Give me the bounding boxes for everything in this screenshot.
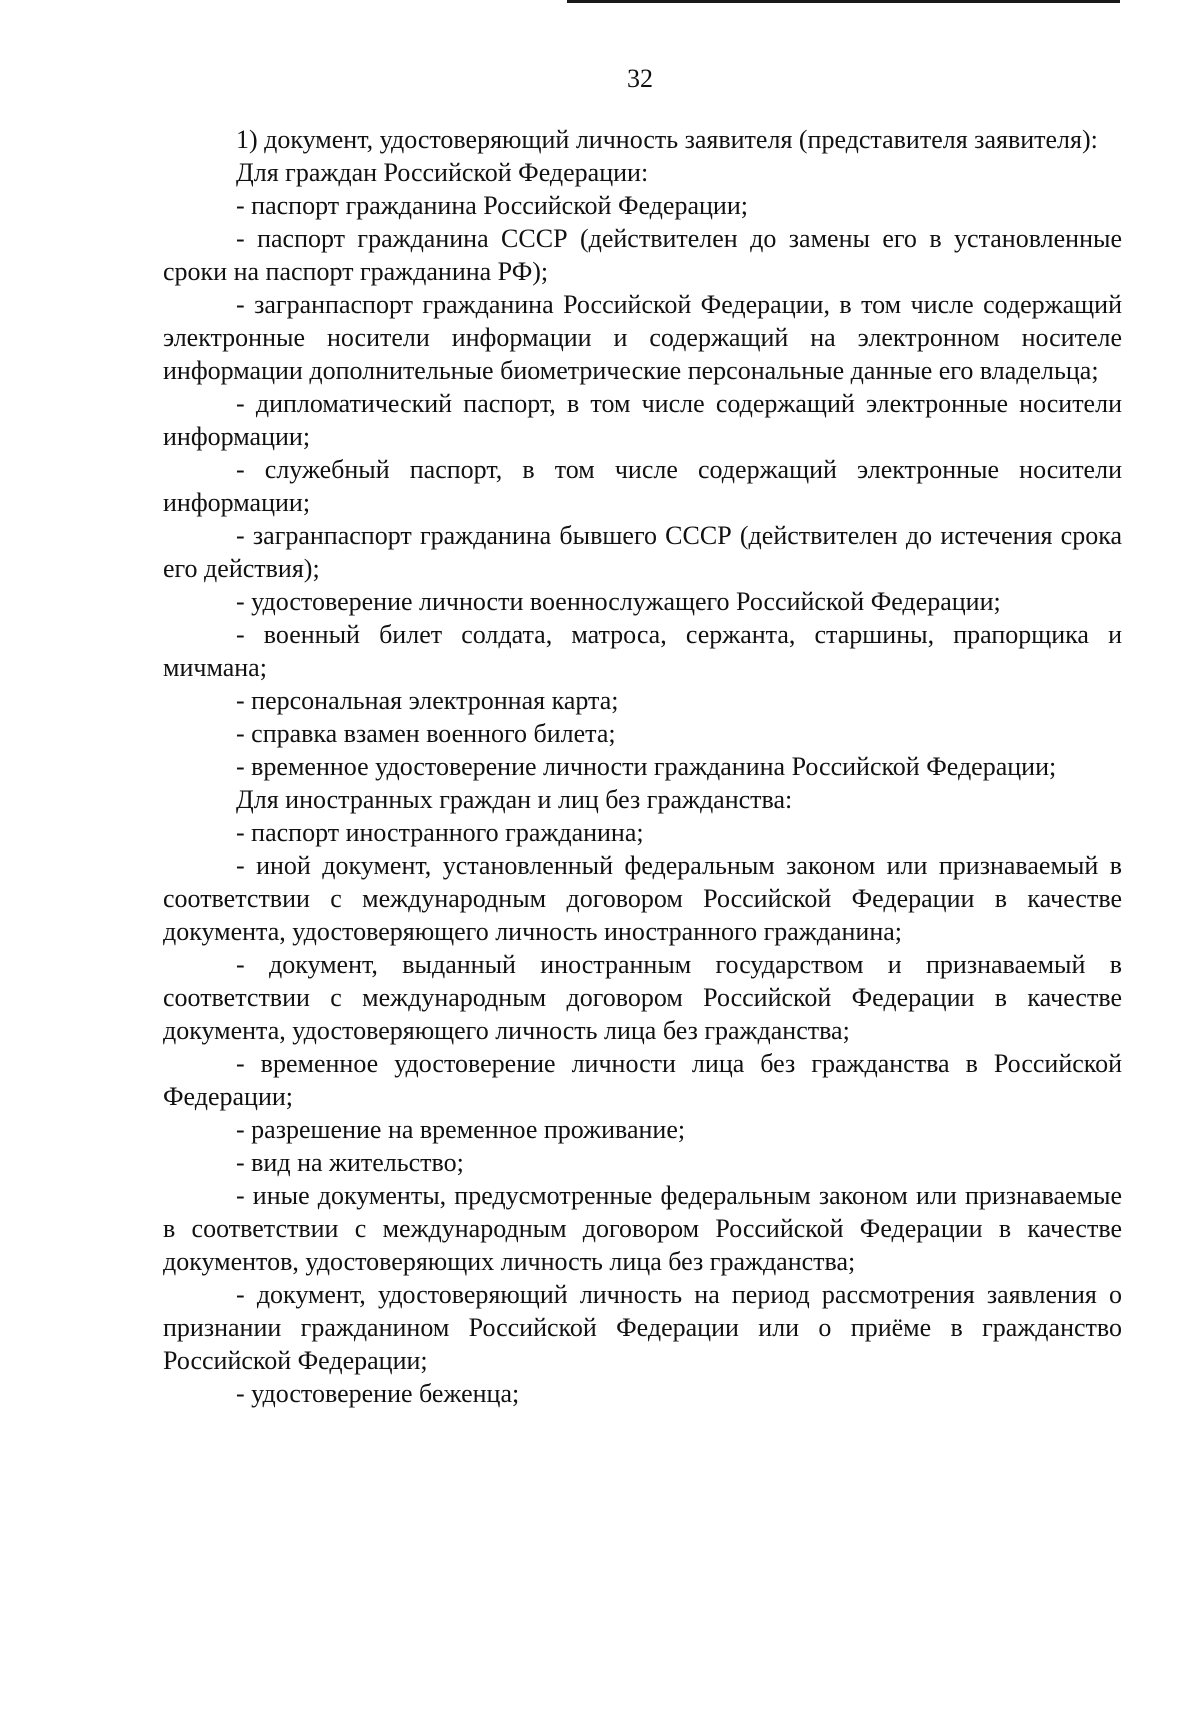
list-item: - временное удостоверение личности гражданина Российской Федерации; (236, 752, 1057, 781)
list-item: - удостоверение личности военнослужащего Российской Федерации; (236, 587, 1001, 616)
list-item: - документ, удостоверяющий личность на период рассмотрения заявления о признании гражданином Российской Федерации или о приёме в гражданство Российской Федерации; (163, 1280, 1122, 1375)
list-item: - паспорт гражданина СССР (действителен до замены его в установленные сроки на паспорт гражданина РФ); (163, 224, 1122, 286)
list-item: - загранпаспорт гражданина бывшего СССР (действителен до истечения срока его действия); (163, 521, 1122, 583)
heading-russian-citizens: Для граждан Российской Федерации: (236, 158, 649, 187)
list-item: - вид на жительство; (236, 1148, 464, 1177)
list-item: - служебный паспорт, в том числе содержащий электронные носители информации; (163, 455, 1122, 517)
list-item: - удостоверение беженца; (236, 1379, 520, 1408)
list-item: - паспорт гражданина Российской Федерации; (236, 191, 748, 220)
list-item: - разрешение на временное проживание; (236, 1115, 686, 1144)
list-item: - временное удостоверение личности лица без гражданства в Российской Федерации; (163, 1049, 1122, 1111)
list-item: - персональная электронная карта; (236, 686, 619, 715)
list-item: - справка взамен военного билета; (236, 719, 616, 748)
list-item: - иной документ, установленный федеральным законом или признаваемый в соответствии с международным договором Российской Федерации в качестве документа, удостоверяющего личность иностранного гражданина; (163, 851, 1122, 946)
paragraph-applicant-id-document: 1) документ, удостоверяющий личность заявителя (представителя заявителя): (236, 125, 1098, 154)
heading-foreign-citizens: Для иностранных граждан и лиц без гражданства: (236, 785, 793, 814)
list-item: - иные документы, предусмотренные федеральным законом или признаваемые в соответствии с международным договором Российской Федерации в качестве документов, удостоверяющих личность лица без гражданства; (163, 1181, 1122, 1276)
top-border-line (567, 0, 1120, 3)
list-item: - документ, выданный иностранным государством и признаваемый в соответствии с международным договором Российской Федерации в качестве документа, удостоверяющего личность лица без гражданства; (163, 950, 1122, 1045)
list-item: - паспорт иностранного гражданина; (236, 818, 644, 847)
list-item: - дипломатический паспорт, в том числе содержащий электронные носители информации; (163, 389, 1122, 451)
list-item: - загранпаспорт гражданина Российской Федерации, в том числе содержащий электронные носители информации и содержащий на электронном носителе информации дополнительные биометрические персональные данные его владельца; (163, 290, 1122, 385)
page-number: 32 (627, 64, 653, 93)
list-item: - военный билет солдата, матроса, сержанта, старшины, прапорщика и мичмана; (163, 620, 1122, 682)
document-body (163, 123, 1122, 1410)
